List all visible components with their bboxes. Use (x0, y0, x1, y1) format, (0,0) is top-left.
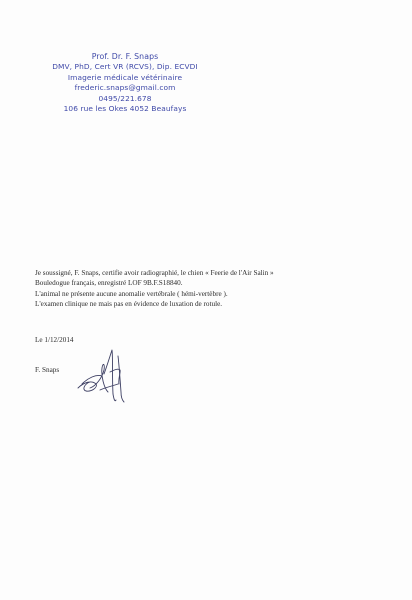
letterhead (20, 52, 230, 114)
letterhead-name: Prof. Dr. F. Snaps (91, 52, 159, 61)
letterhead-address: 106 rue les Okes 4052 Beaufays (63, 104, 187, 114)
letterhead-specialty: Imagerie médicale vétérinaire (67, 72, 183, 82)
body-line: Je soussigné, F. Snaps, certifie avoir radiographié, le chien « Feerie de l'Air Salin » (35, 269, 274, 277)
body-line: L'examen clinique ne mais pas en évidence de luxation de rotule. (35, 300, 223, 309)
certificate-body (35, 268, 385, 310)
letterhead-credentials: DMV, PhD, Cert VR (RCVS), Dip. ECVDI (52, 62, 198, 72)
body-line: Bouledogue français, enregistré LOF 9B.F.S18840. (35, 279, 183, 288)
signer-name: F. Snaps (35, 366, 60, 374)
handwritten-signature (74, 344, 136, 406)
body-line: L'animal ne présente aucune anomalie vertébrale ( hémi-vertèbre ). (35, 289, 228, 298)
letterhead-email: frederic.snaps@gmail.com (74, 83, 176, 93)
document-date: Le 1/12/2014 (35, 336, 74, 344)
letterhead-phone: 0495/221.678 (98, 93, 152, 103)
